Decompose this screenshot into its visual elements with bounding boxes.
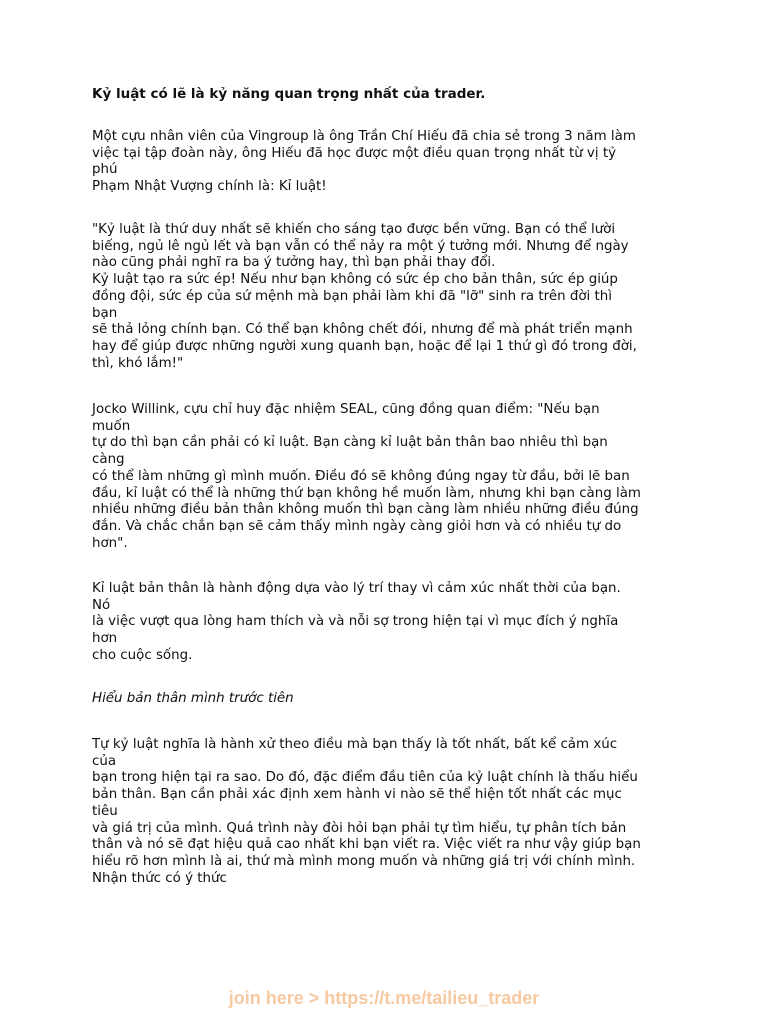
paragraph-line: tiêu — [92, 803, 118, 819]
subheading-text: Hiểu bản thân mình trước tiên — [92, 691, 294, 706]
paragraph-line: Kỉ luật bản thân là hành động dựa vào lý trí thay vì cảm xúc nhất thời của bạn. — [92, 581, 621, 596]
paragraph-line: hơn". — [92, 535, 128, 551]
paragraph-line: hay để giúp được những người xung quanh bạn, hoặc để lại 1 thứ gì đó trong đời, — [92, 338, 637, 354]
paragraph-line: Phạm Nhật Vượng chính là: Kỉ luật! — [92, 179, 327, 195]
paragraph-line: Nó — [92, 597, 111, 613]
paragraph-line: biếng, ngủ lê ngủ lết và bạn vẫn có thể nảy ra một ý tưởng mới. Nhưng để ngày — [92, 238, 629, 254]
paragraph-line: Tự kỷ luật nghĩa là hành xử theo điều mà bạn thấy là tốt nhất, bất kể cảm xúc — [92, 737, 618, 752]
document-title: Kỷ luật có lẽ là kỷ năng quan trọng nhất của trader. — [92, 86, 486, 102]
paragraph-line: nào cũng phải nghĩ ra ba ý tưởng hay, thì bạn phải thay đổi. — [92, 255, 496, 271]
paragraph-line: Kỷ luật tạo ra sức ép! Nếu như bạn không có sức ép cho bản thân, sức ép giúp — [92, 272, 618, 288]
paragraph-line: hơn — [92, 631, 118, 647]
paragraph-line: càng — [92, 452, 125, 468]
paragraph-line: tự do thì bạn cần phải có kỉ luật. Bạn càng kỉ luật bản thân bao nhiêu thì bạn — [92, 435, 608, 451]
footer-watermark — [0, 988, 768, 1009]
paragraph-line: bản thân. Bạn cần phải xác định xem hành vi nào sẽ thể hiện tốt nhất các mục — [92, 787, 622, 803]
paragraph-line: thì, khó lắm!" — [92, 355, 184, 371]
paragraph-line: Jocko Willink, cựu chỉ huy đặc nhiệm SEAL, cũng đồng quan điểm: "Nếu bạn — [92, 402, 600, 417]
paragraph-line: là việc vượt qua lòng ham thích và và nỗi sợ trong hiện tại vì mục đích ý nghĩa — [92, 614, 619, 630]
paragraph-4 — [92, 581, 692, 665]
paragraph-line: Một cựu nhân viên của Vingroup là ông Trần Chí Hiếu đã chia sẻ trong 3 năm làm — [92, 129, 636, 144]
paragraph-3 — [92, 402, 692, 552]
paragraph-line: phú — [92, 162, 118, 178]
paragraph-line: hiểu rõ hơn mình là ai, thứ mà mình mong muốn và những giá trị với chính mình. — [92, 853, 636, 869]
paragraph-line: "Kỷ luật là thứ duy nhất sẽ khiến cho sáng tạo được bền vững. Bạn có thể lười — [92, 222, 616, 237]
paragraph-2 — [92, 222, 692, 372]
paragraph-line: cho cuộc sống. — [92, 647, 193, 663]
paragraph-line: thân và nó sẽ đạt hiệu quả cao nhất khi bạn viết ra. Việc viết ra như vậy giúp bạn — [92, 837, 641, 853]
paragraph-line: và giá trị của mình. Quá trình này đòi hỏi bạn phải tự tìm hiểu, tự phân tích bản — [92, 820, 627, 836]
paragraph-5 — [92, 737, 692, 887]
paragraph-line: nhiều những điều bản thân không muốn thì bạn càng làm nhiều những điều đúng — [92, 502, 639, 518]
paragraph-line: có thể làm những gì mình muốn. Điều đó sẽ không đúng ngay từ đầu, bởi lẽ ban — [92, 468, 630, 484]
paragraph-line: đắn. Và chắc chắn bạn sẽ cảm thấy mình ngày càng giỏi hơn và có nhiều tự do — [92, 518, 622, 534]
paragraph-line: Nhận thức có ý thức — [92, 870, 227, 886]
paragraph-line: muốn — [92, 418, 131, 434]
paragraph-line: đầu, kỉ luật có thể là những thứ bạn không hề muốn làm, nhưng khi bạn càng làm — [92, 485, 641, 501]
paragraph-line: bạn trong hiện tại ra sao. Do đó, đặc điểm đầu tiên của kỷ luật chính là thấu hiểu — [92, 770, 638, 786]
paragraph-line: bạn — [92, 305, 118, 321]
paragraph-line: đồng đội, sức ép của sứ mệnh mà bạn phải làm khi đã "lỡ" sinh ra trên đời thì — [92, 288, 612, 304]
paragraph-line: sẽ thả lỏng chính bạn. Có thể bạn không chết đói, nhưng để mà phát triển mạnh — [92, 322, 633, 338]
watermark-link[interactable]: join here > https://t.me/tailieu_trader — [228, 988, 540, 1008]
section-subheading — [92, 691, 692, 708]
paragraph-1 — [92, 129, 692, 196]
paragraph-line: của — [92, 753, 117, 769]
paragraph-line: việc tại tập đoàn này, ông Hiếu đã học được một điều quan trọng nhất từ vị tỷ — [92, 145, 617, 161]
